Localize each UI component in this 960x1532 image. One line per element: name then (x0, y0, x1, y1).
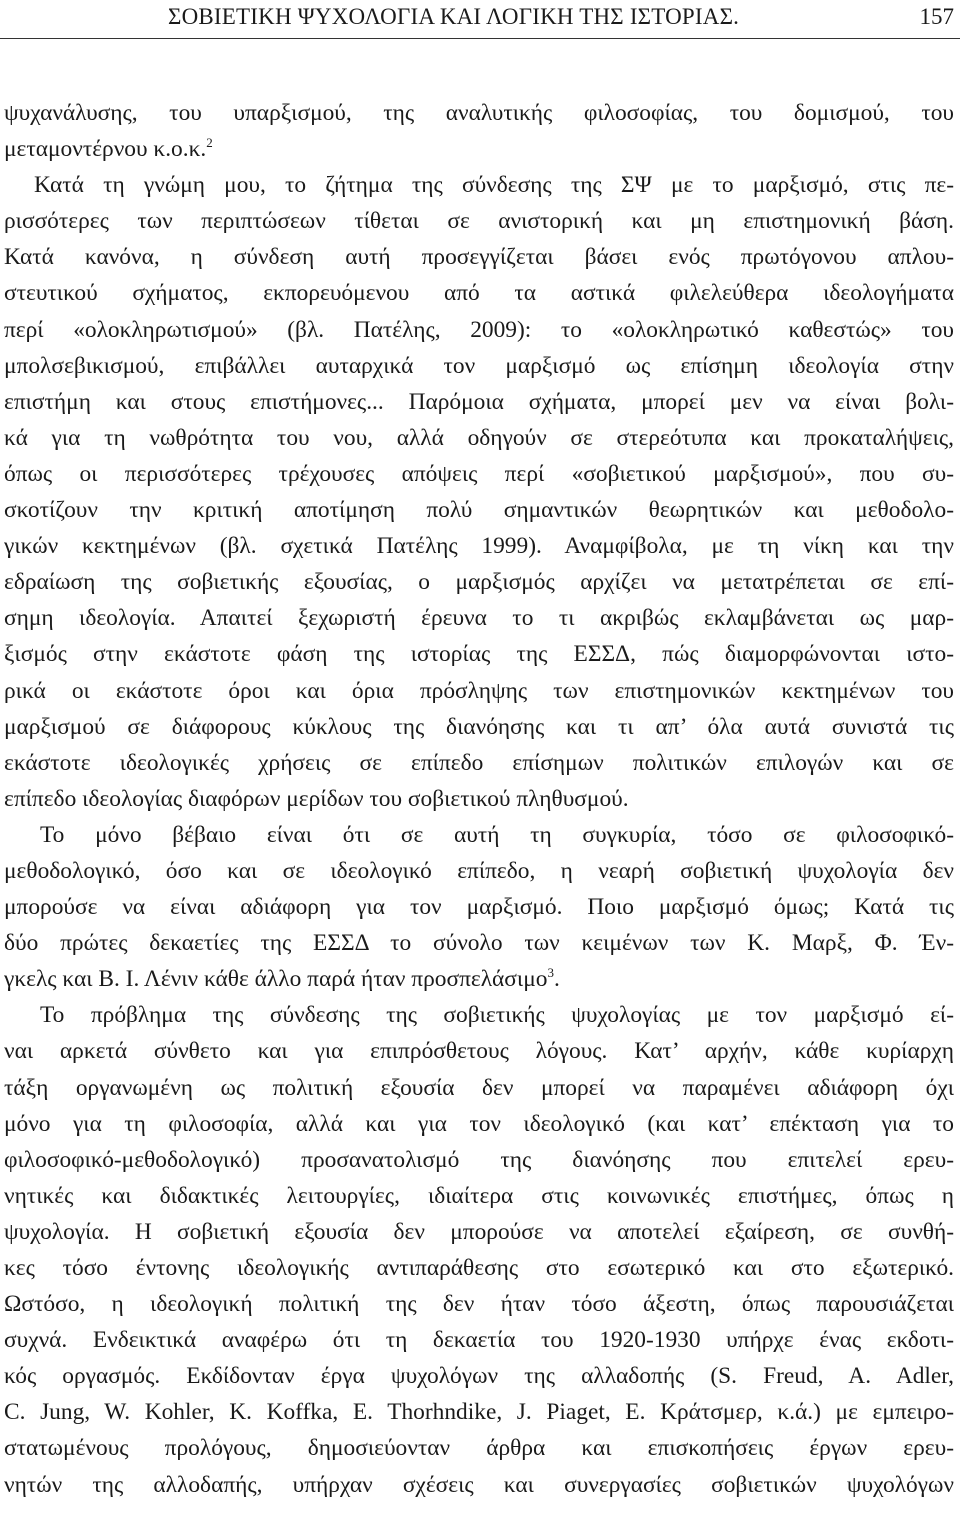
text-line: Ωστόσο, η ιδεολογική πολιτική της δεν ήταν τόσο άξεστη, όπως παρουσιάζεται (4, 1291, 954, 1318)
text-line: μόνο για τη φιλοσοφία, αλλά και για τον ιδεολογικό (και κατ’ επέκταση για το (4, 1110, 954, 1137)
running-title: ΣΟΒΙΕΤΙΚΗ ΨΥΧΟΛΟΓΙΑ ΚΑΙ ΛΟΓΙΚΗ ΤΗΣ ΙΣΤΟΡΙΑΣ. (168, 4, 740, 29)
text-line: όπως οι περισσότερες τρέχουσες απόψεις περί «σοβιετικού μαρξισμού», που συ- (4, 460, 954, 487)
text-line: νητών της αλλοδαπής, υπήρχαν σχέσεις και συνεργασίες σοβιετικών ψυχολόγων (4, 1471, 954, 1498)
text-line: δύο πρώτες δεκαετίες της ΕΣΣΔ το σύνολο των κειμένων των Κ. Μαρξ, Φ. Έν- (4, 930, 954, 957)
text-line: φιλοσοφικό-μεθοδολογικό) προσανατολισμό της διανόησης που επιτελεί ερευ- (4, 1146, 954, 1173)
text-line: περί «ολοκληρωτισμού» (βλ. Πατέλης, 2009): το «ολοκληρωτικό καθεστώς» του (4, 316, 954, 343)
text-line: νητικές και διδακτικές λειτουργίες, ιδιαίτερα στις κοινωνικές επιστήμες, όπως η (4, 1182, 954, 1209)
text-line: Κατά κανόνα, η σύνδεση αυτή προσεγγίζεται βάσει ενός πρωτόγονου απλου- (4, 244, 954, 271)
text-line: σκοτίζουν την κριτική αποτίμηση πολύ σημαντικών θεωρητικών και μεθοδολο- (4, 497, 954, 524)
text-line: σημη ιδεολογία. Απαιτεί ξεχωριστή έρευνα το τι ακριβώς εκλαμβάνεται ως μαρ- (4, 605, 954, 632)
page-number: 157 (919, 4, 954, 29)
text-line-content: μεταμοντέρνου κ.ο.κ. (4, 136, 207, 163)
text-line: ψυχολογία. Η σοβιετική εξουσία δεν μπορούσε να αποτελεί εξαίρεση, σε συνθή- (4, 1218, 954, 1245)
paragraph-start-line: Το μόνο βέβαιο είναι ότι σε αυτή τη συγκυρία, τόσο σε φιλοσοφικό- (40, 821, 954, 848)
text-line-content: γκελς και Β. Ι. Λένιν κάθε άλλο παρά ήταν προσπελάσιμο (4, 966, 548, 993)
text-line: μπορούσε να είναι αδιάφορη για τον μαρξισμό. Ποιο μαρξισμό όμως; Κατά τις (4, 894, 954, 921)
sentence-period: . (553, 966, 560, 993)
text-line: στευτικού σχήματος, εκπορευόμενου από τα αστικά φιλελεύθερα ιδεολογήματα (4, 280, 954, 307)
text-line: στατωμένους προλόγους, δημοσιεύονταν άρθρα και επισκοπήσεις έργων ερευ- (4, 1435, 954, 1462)
text-line: επιστήμη και στους επιστήμονες... Παρόμοια σχήματα, μπορεί μεν να είναι βολι- (4, 388, 954, 415)
text-line: ψυχανάλυσης, του υπαρξισμού, της αναλυτικής φιλοσοφίας, του δομισμού, του (4, 100, 954, 126)
text-line: ξισμός στην εκάστοτε φάση της ιστορίας της ΕΣΣΔ, πώς διαμορφώνονται ιστο- (4, 641, 954, 668)
footnote-marker: 3 (547, 965, 554, 981)
text-line: C. Jung, W. Kohler, K. Koffka, E. Thorhndike, J. Piaget, E. Κράτσμερ, κ.ά.) με εμπειρο- (4, 1399, 954, 1426)
text-line (4, 131, 954, 167)
text-line: γικών κεκτημένων (βλ. σχετικά Πατέλης 1999). Αναμφίβολα, με τη νίκη και την (4, 533, 954, 560)
text-line: συχνά. Ενδεικτικά αναφέρω ότι τη δεκαετία του 1920-1930 υπήρχε ένας εκδοτι- (4, 1327, 954, 1354)
text-line: εκάστοτε ιδεολογικές χρήσεις σε επίπεδο επίσημων πολιτικών επιλογών και σε (4, 749, 954, 776)
text-line: κός οργασμός. Εκδίδονταν έργα ψυχολόγων της αλλαδοπής (S. Freud, A. Adler, (4, 1363, 954, 1390)
paragraph-start-line: Κατά τη γνώμη μου, το ζήτημα της σύνδεσης της ΣΨ με το μαρξισμό, στις πε- (34, 172, 954, 199)
text-line: ναι αρκετά σύνθετο και για επιπρόσθετους λόγους. Κατ’ αρχήν, κάθε κυρίαρχη (4, 1038, 954, 1065)
text-line: εδραίωση της σοβιετικής εξουσίας, ο μαρξισμός αρχίζει να μετατρέπεται σε επί- (4, 569, 954, 596)
running-header (0, 0, 960, 42)
text-line: επίπεδο ιδεολογίας διαφόρων μερίδων του σοβιετικού πληθυσμού. (4, 785, 629, 812)
header-rule (0, 38, 960, 39)
text-line: ρισσότερες των περιπτώσεων τίθεται σε ανιστορική και μη επιστημονική βάση. (4, 208, 954, 235)
text-line: μπολσεβικισμού, επιβάλλει αυταρχικά τον μαρξισμό ως επίσημη ιδεολογία στην (4, 352, 954, 379)
text-line: μαρξισμού σε διάφορους κύκλους της διανόησης και τι απ’ όλα αυτά συνιστά τις (4, 713, 954, 740)
text-line (4, 961, 954, 997)
footnote-marker: 2 (206, 135, 213, 151)
body-text (4, 95, 954, 1503)
text-line: κά για τη νωθρότητα του νου, αλλά οδηγούν σε στερεότυπα και προκαταλήψεις, (4, 424, 954, 451)
text-line: μεθοδολογικό, όσο και σε ιδεολογικό επίπεδο, η νεαρή σοβιετική ψυχολογία δεν (4, 857, 954, 884)
text-line: κες τόσο έντονης ιδεολογικής αντιπαράθεσης στο εσωτερικό και στο εξωτερικό. (4, 1255, 954, 1281)
paragraph-start-line: Το πρόβλημα της σύνδεσης της σοβιετικής ψυχολογίας με τον μαρξισμό εί- (40, 1002, 954, 1029)
text-line: ρικά οι εκάστοτε όροι και όρια πρόσληψης των επιστημονικών κεκτημένων του (4, 677, 954, 704)
text-line: τάξη οργανωμένη ως πολιτική εξουσία δεν μπορεί να παραμένει αδιάφορη όχι (4, 1074, 954, 1101)
